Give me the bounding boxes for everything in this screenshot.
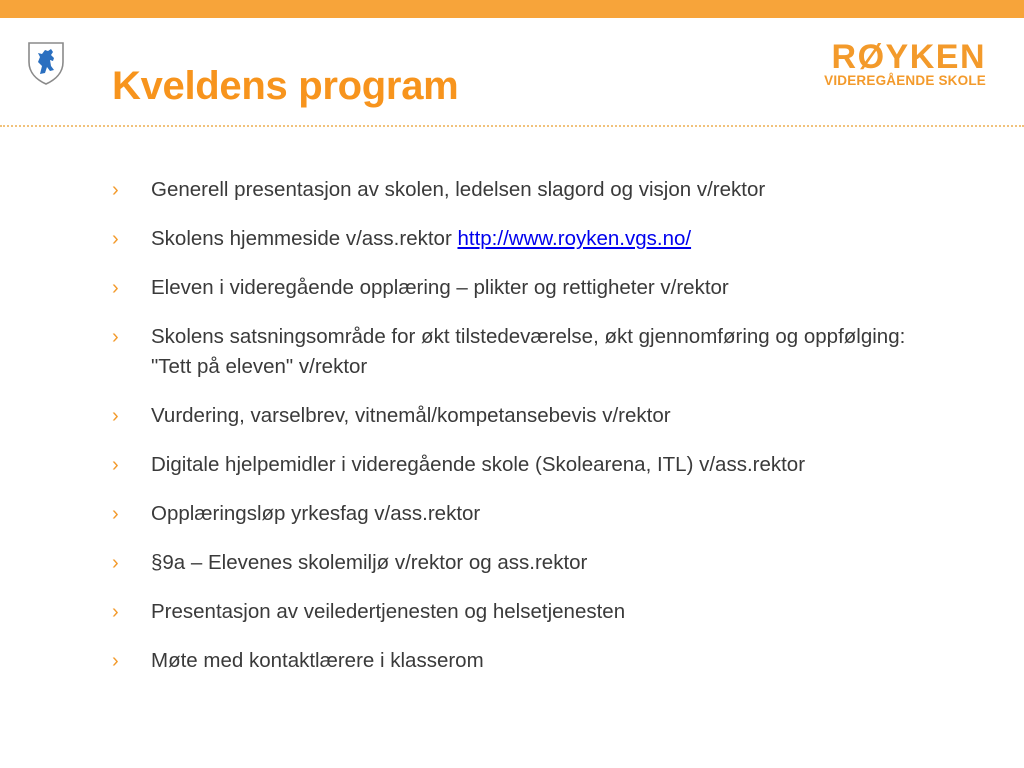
- slide-title: Kveldens program: [112, 64, 459, 108]
- program-item-text: Vurdering, varselbrev, vitnemål/kompetansebevis v/rektor: [151, 404, 671, 427]
- program-item: [112, 646, 912, 676]
- program-item-text: Digitale hjelpemidler i videregående skole (Skolearena, ITL) v/ass.rektor: [151, 453, 806, 476]
- title-divider: [0, 125, 1024, 127]
- program-item-text: Generell presentasjon av skolen, ledelsen slagord og visjon v/rektor: [151, 178, 766, 201]
- program-item: [112, 224, 912, 254]
- chevron-right-icon: ›: [112, 405, 119, 427]
- program-item-text: Opplæringsløp yrkesfag v/ass.rektor: [151, 502, 481, 525]
- program-item: [112, 273, 912, 303]
- program-item: [112, 548, 912, 578]
- coat-of-arms-icon: [26, 40, 66, 86]
- program-item-text: Skolens satsningsområde for økt tilstedeværelse, økt gjennomføring og oppfølging: "Tett på eleven" v/rektor: [151, 325, 906, 378]
- program-item-text: [151, 224, 912, 254]
- homepage-link[interactable]: http://www.royken.vgs.no/: [457, 227, 692, 250]
- chevron-right-icon: ›: [112, 503, 119, 525]
- chevron-right-icon: ›: [112, 650, 119, 672]
- program-item-text: Eleven i videregående opplæring – plikter og rettigheter v/rektor: [151, 276, 729, 299]
- logo-wordmark: RØYKEN: [831, 38, 986, 76]
- chevron-right-icon: ›: [112, 454, 119, 476]
- program-item: [112, 499, 912, 529]
- program-item: [112, 322, 912, 382]
- program-item: [112, 175, 912, 205]
- chevron-right-icon: ›: [112, 326, 119, 348]
- top-accent-bar: [0, 0, 1024, 18]
- chevron-right-icon: ›: [112, 179, 119, 201]
- program-item-label: Skolens hjemmeside v/ass.rektor: [151, 227, 458, 250]
- logo-subtitle: VIDEREGÅENDE SKOLE: [824, 73, 986, 88]
- program-item-text: §9a – Elevenes skolemiljø v/rektor og ass.rektor: [151, 551, 588, 574]
- program-item: [112, 450, 912, 480]
- chevron-right-icon: ›: [112, 277, 119, 299]
- chevron-right-icon: ›: [112, 552, 119, 574]
- program-item: [112, 401, 912, 431]
- school-logo: [824, 40, 986, 89]
- program-item-text: Møte med kontaktlærere i klasserom: [151, 649, 484, 672]
- chevron-right-icon: ›: [112, 228, 119, 250]
- chevron-right-icon: ›: [112, 601, 119, 623]
- program-item: [112, 597, 912, 627]
- program-item-text: Presentasjon av veiledertjenesten og helsetjenesten: [151, 600, 626, 623]
- program-list: [112, 175, 912, 695]
